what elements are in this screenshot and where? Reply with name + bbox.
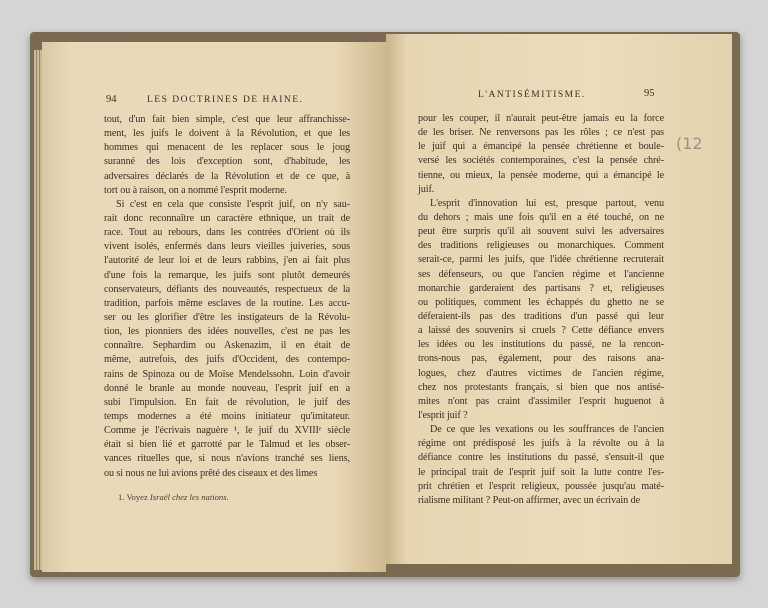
text-line: déferaient-ils pas des traditions d'un passé qui leur [418,310,664,322]
text-line: Comme je l'écrivais naguère ¹, le juif du XVIIIᵉ siècle [104,425,350,437]
text-line: tion, les pionniers des idées nouvelles, c'est ne pas les [104,326,350,338]
text-line: suranné des lois d'exception sont, d'habitude, les [104,156,350,168]
text-line: tort ou à raison, on a nommé l'esprit moderne. [104,184,287,196]
text-line: ou si nous ne lui avions prêté des ciseaux et des limes [104,467,318,479]
left-page [42,42,386,572]
text-line: tienne, ou mieux, la pensée moderne, qui a émancipé le [418,169,664,181]
pencil-margin-note: (12 [676,134,703,153]
text-line: peut être surpris qu'il ait souvent suivi les adversaires [418,226,664,238]
text-line: versé les sociétés contemporaines, c'est la pensée chré- [418,155,664,167]
text-column [418,112,664,508]
text-line: l'autorité de leur loi et de leurs rabbins, j'en ai fait plus [104,255,350,267]
text-line: d'une fois la remarque, les juifs sont plutôt demeurés [104,269,350,281]
text-line: trons-nous pas, également, pour des raisons ana- [418,353,664,365]
text-line: rains de Spinoza ou de Moïse Mendelssohn. Loin d'avoir [104,368,350,380]
text-line: l'esprit juif ? [418,409,468,421]
text-line: défiance contre les institutions du passé, s'ensuit-il que [418,452,664,464]
text-line: ser ou les glorifier d'être les instigateurs de la Révolu- [104,311,350,323]
text-column [104,113,350,481]
text-line: serait-ce, parmi les juifs, que l'idée chrétienne recruterait [418,254,664,266]
text-line: les idées ou les institutions du passé, ne la rencon- [418,339,664,351]
text-line: régime ont prédisposé les juifs à la révolte ou à la [418,438,664,450]
text-line: ment, les juifs le doivent à la Révolution, et que les [104,128,350,140]
running-head: L'ANTISÉMITISME. [478,90,586,100]
text-line: a laissé des souvenirs si cruels ? Cette défiance envers [418,325,664,337]
text-line: hommes qui menacent de les replacer sous le joug [104,142,350,154]
text-line: vances rituelles que, si nous n'avions tranché ses liens, [104,453,350,465]
text-line: chez nos protestants français, si bien que nos antisé- [418,381,664,393]
text-line: juif. [418,183,435,195]
footnote-title: Israël chez les nations. [149,492,229,502]
text-line: tout, d'un fait bien simple, c'est que leur affranchisse- [104,114,350,125]
text-line: De ce que les vexations ou les souffrances de l'ancien [430,424,664,436]
text-line: monarchie garderaient des partisans ? et, religieuses [418,282,664,294]
text-line: prit chrétien et l'esprit religieux, poussée jusqu'au maté- [418,480,664,492]
text-line: tradition, parfois même esclaves de la routine. Les accu- [104,297,350,309]
page-number: 94 [106,94,117,105]
text-line: subi l'impulsion. En fait de révolution, le juif des [104,396,350,408]
text-line: temps modernes a été moins initiateur qu'imitateur. [104,410,350,422]
text-line: des traditions religieuses ou monarchiques. Comment [418,240,664,252]
running-head: LES DOCTRINES DE HAINE. [147,95,304,105]
footnote [118,492,229,502]
text-line: était si bien lié et garrotté par le Talmud et les obser- [104,439,350,451]
text-line: connaître. Sephardim ou Askenazim, il en était de [104,340,350,352]
text-line: du dehors ; mais une fois qu'il en a été touché, on ne [418,211,664,223]
text-line: L'esprit d'innovation lui est, presque partout, venu [430,197,664,209]
text-line: même, autrefois, des juifs d'Occident, des contempo- [104,354,350,366]
text-line: pour les couper, il n'aurait peut-être jamais eu la force [418,113,664,124]
text-line: ou politiques, comment les échappés du ghetto ne se [418,296,664,308]
text-line: conservateurs, défiants des nouveautés, respectueux de la [104,283,350,295]
text-line: ses défenseurs, ou que l'ancien régime et l'ancienne [418,268,664,280]
text-line: de les briser. Ne renversons pas les rôles ; ce n'est pas [418,127,664,139]
text-line: le juif qui a émancipé la pensée chrétienne et boule- [418,141,664,153]
footnote-prefix: 1. Voyez [118,492,150,502]
text-line: donné le branle au monde nouveau, l'esprit juif en a [104,382,350,394]
text-line: adversaires déclarés de la Révolution et de ce que, à [104,170,350,182]
text-line: race. Tout au rebours, dans les contrées d'Orient où ils [104,227,350,239]
text-line: Si c'est en cela que consiste l'esprit juif, on n'y sau- [116,198,350,210]
right-page [386,34,732,564]
text-line: rait donc reconnaître un caractère ethnique, un trait de [104,212,350,224]
page-number: 95 [644,88,655,99]
text-line: rialisme militant ? Peut-on affirmer, avec un écrivain de [418,494,640,506]
text-line: le principal trait de l'esprit juif soit la lutte contre l'es- [418,466,664,478]
text-line: logues, chez d'autres victimes de l'ancien régime, [418,367,664,379]
text-line: mites n'ont pas craint d'assimiler l'esprit huguenot à [418,395,664,407]
text-line: vivent isolés, enfermés dans leurs vieilles juiveries, sous [104,241,350,253]
